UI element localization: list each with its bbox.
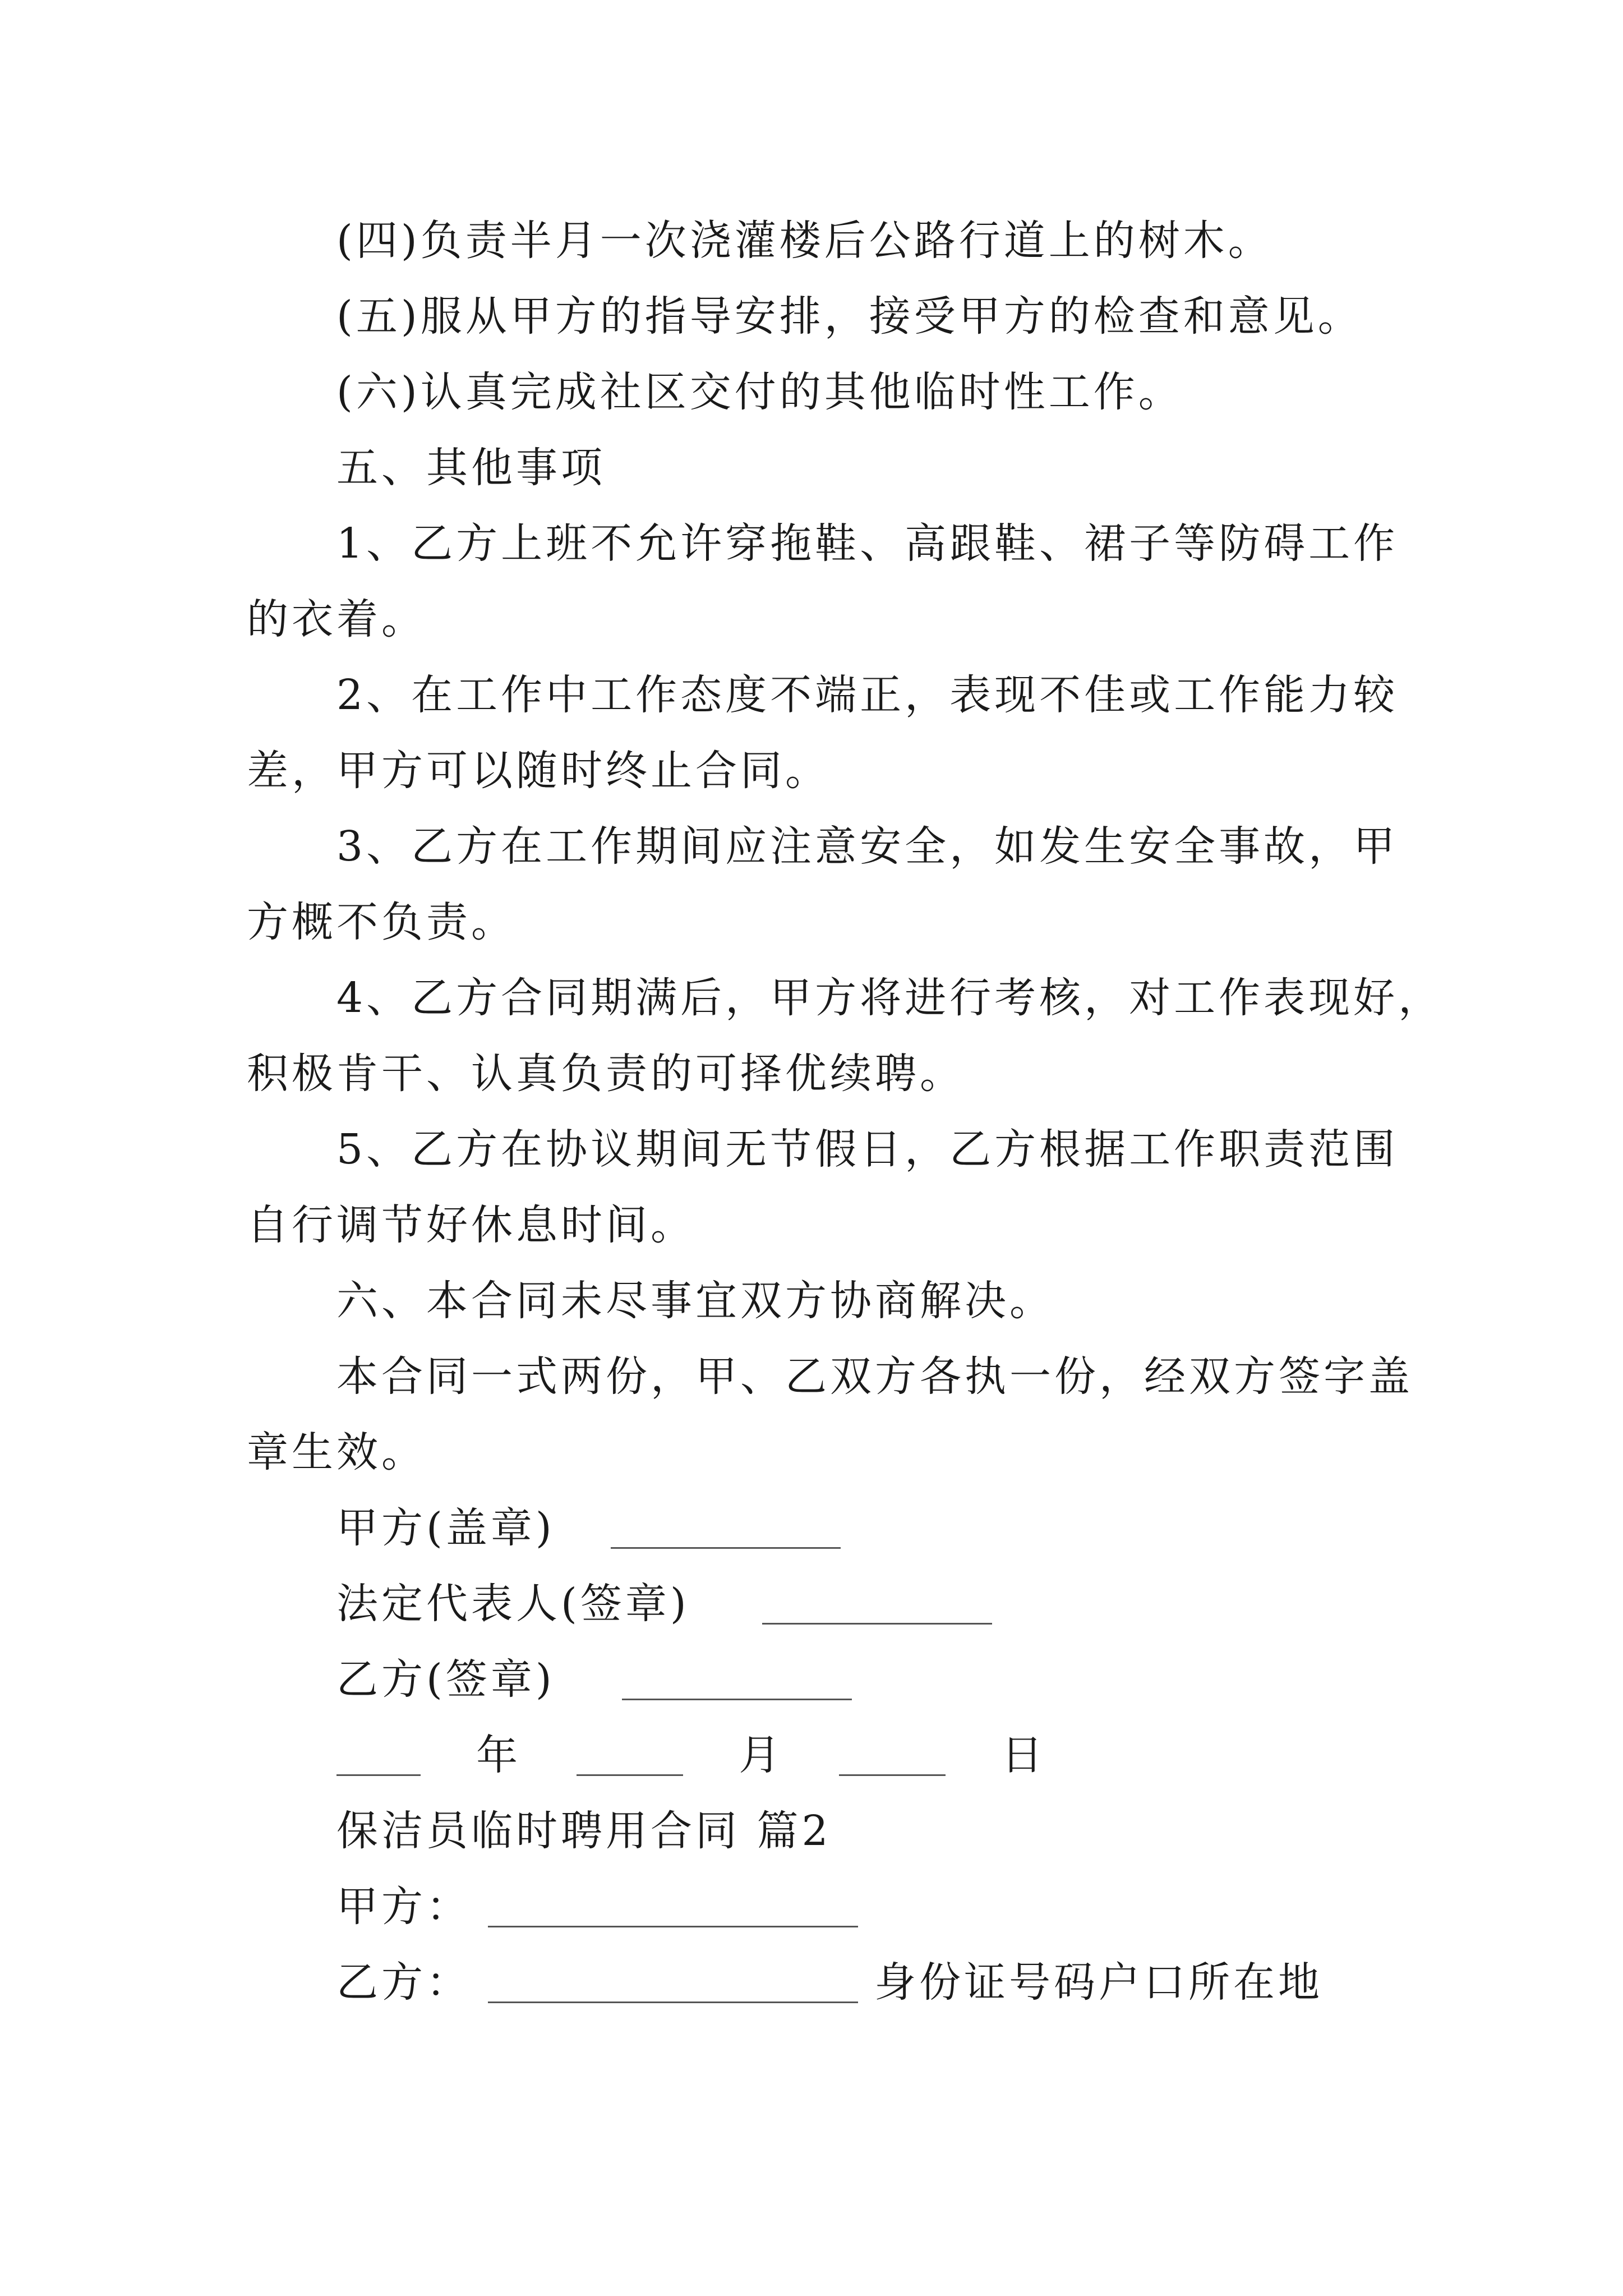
clause-3-line-1: 3、乙方在工作期间应注意安全，如发生安全事故，甲 bbox=[336, 822, 1399, 871]
date-line bbox=[336, 1731, 1046, 1779]
closing-line-1: 本合同一式两份，甲、乙双方各执一份，经双方签字盖 bbox=[336, 1352, 1413, 1401]
signature-party-b-label: 乙方(签章) bbox=[336, 1655, 555, 1704]
date-month-blank[interactable] bbox=[577, 1735, 683, 1776]
item-six: (六)认真完成社区交付的其他临时性工作。 bbox=[336, 368, 1183, 416]
clause-5-line-2: 自行调节好休息时间。 bbox=[247, 1201, 695, 1249]
contract-2-party-b-label: 乙方： bbox=[336, 1958, 471, 2007]
date-year-label: 年 bbox=[476, 1731, 522, 1779]
clause-5-line-1: 5、乙方在协议期间无节假日，乙方根据工作职责范围 bbox=[336, 1125, 1399, 1174]
signature-party-b-blank[interactable] bbox=[622, 1659, 852, 1700]
closing-line-2: 章生效。 bbox=[247, 1428, 426, 1476]
date-year-blank[interactable] bbox=[336, 1735, 421, 1776]
contract-2-party-b-blank[interactable] bbox=[488, 1962, 858, 2003]
contract-2-party-b-suffix: 身份证号码户口所在地 bbox=[874, 1958, 1324, 2007]
signature-legal-rep-label: 法定代表人(签章) bbox=[336, 1580, 690, 1628]
signature-party-b bbox=[336, 1655, 852, 1704]
contract-2-party-a-blank[interactable] bbox=[488, 1887, 858, 1927]
contract-2-party-a bbox=[336, 1883, 858, 1931]
date-day-label: 日 bbox=[1001, 1731, 1046, 1779]
clause-1-line-1: 1、乙方上班不允许穿拖鞋、高跟鞋、裙子等防碍工作 bbox=[336, 519, 1399, 568]
signature-legal-rep bbox=[336, 1580, 992, 1628]
clause-4-line-1: 4、乙方合同期满后，甲方将进行考核，对工作表现好， bbox=[336, 974, 1444, 1022]
signature-legal-rep-blank[interactable] bbox=[762, 1584, 992, 1625]
clause-3-line-2: 方概不负责。 bbox=[247, 898, 516, 946]
clause-4-line-2: 积极肯干、认真负责的可择优续聘。 bbox=[247, 1050, 965, 1098]
contract-2-title: 保洁员临时聘用合同 篇2 bbox=[336, 1807, 832, 1855]
clause-2-line-2: 差，甲方可以随时终止合同。 bbox=[247, 747, 830, 795]
clause-1-line-2: 的衣着。 bbox=[247, 595, 426, 643]
signature-party-a-blank[interactable] bbox=[611, 1508, 841, 1549]
contract-2-party-b bbox=[336, 1958, 1324, 2007]
item-five: (五)服从甲方的指导安排，接受甲方的检查和意见。 bbox=[336, 292, 1363, 341]
signature-party-a bbox=[336, 1504, 841, 1552]
section-six: 六、本合同未尽事宜双方协商解决。 bbox=[336, 1277, 1054, 1325]
date-day-blank[interactable] bbox=[839, 1735, 946, 1776]
contract-2-party-a-label: 甲方： bbox=[336, 1883, 471, 1931]
date-month-label: 月 bbox=[739, 1731, 784, 1779]
item-four: (四)负责半月一次浇灌楼后公路行道上的树木。 bbox=[336, 217, 1273, 265]
clause-2-line-1: 2、在工作中工作态度不端正，表现不佳或工作能力较 bbox=[336, 671, 1399, 719]
section-heading-other-matters: 五、其他事项 bbox=[336, 444, 606, 492]
signature-party-a-label: 甲方(盖章) bbox=[336, 1504, 555, 1552]
